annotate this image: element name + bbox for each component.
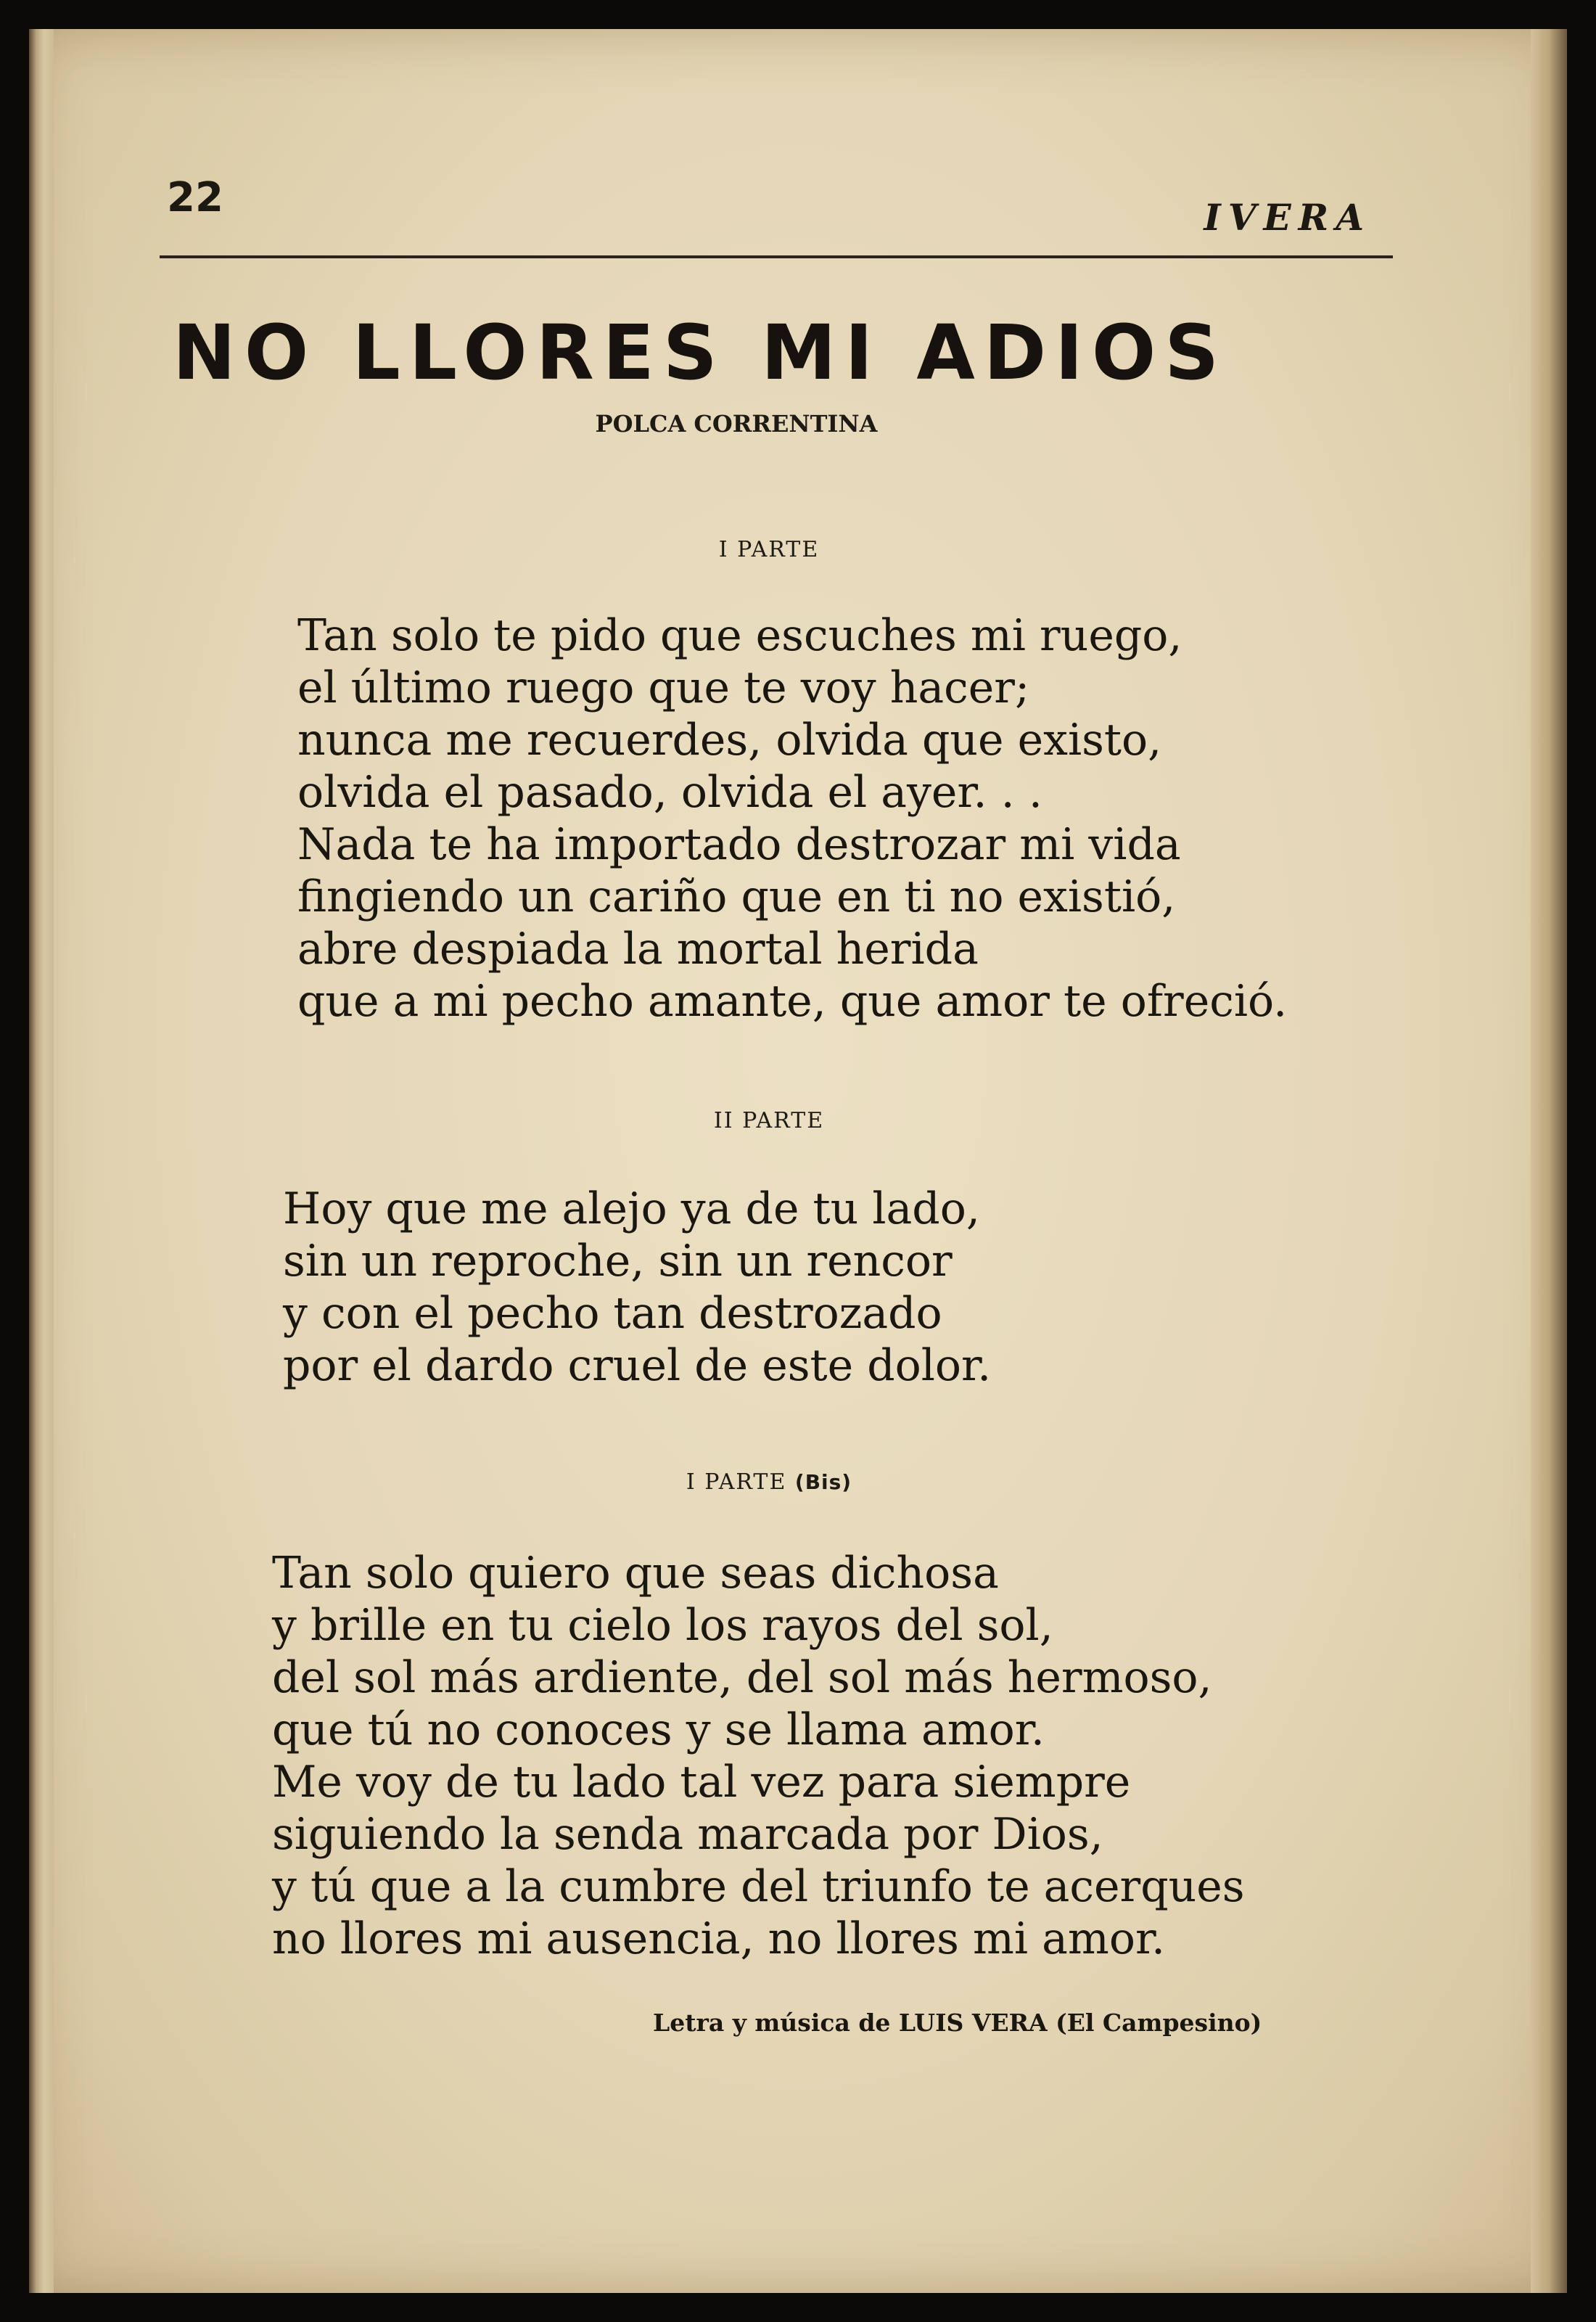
verse-line: y con el pecho tan destrozado bbox=[283, 1288, 942, 1339]
stanza-2 bbox=[283, 1183, 991, 1392]
verse-line: no llores mi ausencia, no llores mi amor. bbox=[272, 1913, 1166, 1964]
running-header: IVERA bbox=[1204, 196, 1371, 239]
verse-line: por el dardo cruel de este dolor. bbox=[283, 1340, 992, 1391]
section-heading-3-note: (Bis) bbox=[794, 1470, 852, 1494]
verse-line: sin un reproche, sin un rencor bbox=[283, 1236, 953, 1287]
verse-line: del sol más ardiente, del sol más hermoso, bbox=[272, 1652, 1212, 1703]
verse-line: Hoy que me alejo ya de tu lado, bbox=[283, 1183, 980, 1234]
verse-line: Tan solo te pido que escuches mi ruego, bbox=[297, 610, 1182, 661]
verse-line: y tú que a la cumbre del triunfo te acerques bbox=[272, 1861, 1245, 1912]
verse-line: que tú no conoces y se llama amor. bbox=[272, 1704, 1045, 1755]
stanza-1 bbox=[297, 610, 1287, 1027]
verse-line: Me voy de tu lado tal vez para siempre bbox=[272, 1757, 1131, 1808]
verse-line: Tan solo quiero que seas dichosa bbox=[272, 1548, 999, 1599]
verse-line: fingiendo un cariño que en ti no existió, bbox=[297, 871, 1176, 922]
verse-line: y brille en tu cielo los rayos del sol, bbox=[272, 1600, 1053, 1651]
verse-line: el último ruego que te voy hacer; bbox=[297, 662, 1030, 713]
verse-line: que a mi pecho amante, que amor te ofreció. bbox=[297, 976, 1288, 1027]
verse-line: olvida el pasado, olvida el ayer. . . bbox=[297, 767, 1042, 818]
page-number: 22 bbox=[167, 174, 223, 221]
stanza-3 bbox=[272, 1547, 1245, 1965]
section-heading-3-label: I PARTE bbox=[686, 1469, 787, 1495]
section-heading-3 bbox=[29, 1469, 1509, 1495]
song-title: NO LLORES MI ADIOS bbox=[172, 308, 1228, 397]
verse-line: siguiendo la senda marcada por Dios, bbox=[272, 1809, 1103, 1860]
header-rule bbox=[160, 255, 1393, 258]
verse-line: abre despiada la mortal herida bbox=[297, 924, 979, 975]
section-heading-2: II PARTE bbox=[713, 1108, 825, 1133]
song-credit: Letra y música de LUIS VERA (El Campesino) bbox=[653, 2009, 1262, 2037]
page-edge-right bbox=[1531, 29, 1567, 2293]
song-subtitle: POLCA CORRENTINA bbox=[595, 410, 878, 438]
book-page bbox=[29, 29, 1567, 2293]
section-heading-1: I PARTE bbox=[718, 537, 820, 562]
verse-line: Nada te ha importado destrozar mi vida bbox=[297, 819, 1181, 870]
verse-line: nunca me recuerdes, olvida que existo, bbox=[297, 715, 1162, 766]
